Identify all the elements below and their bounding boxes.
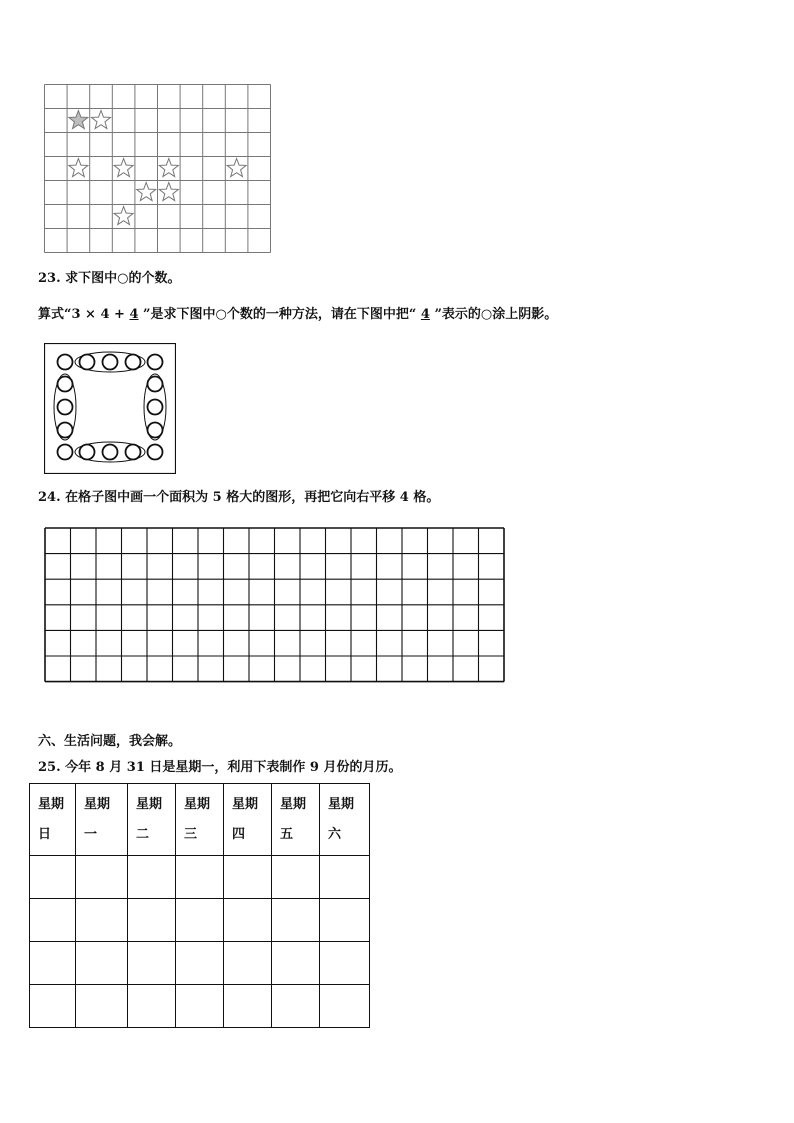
circle-diagram bbox=[44, 343, 176, 474]
header-bottom: 一 bbox=[84, 827, 98, 842]
header-bottom: 日 bbox=[38, 827, 52, 842]
circle[interactable] bbox=[126, 445, 141, 460]
question-25 bbox=[38, 760, 402, 776]
calendar-cell[interactable] bbox=[76, 985, 128, 1028]
weekday-header-wed bbox=[176, 784, 224, 856]
header-top: 星期 bbox=[232, 797, 259, 812]
star-icon bbox=[137, 183, 156, 201]
section-6-title: 六、生活问题，我会解。 bbox=[38, 734, 182, 749]
weekday-header-tue bbox=[128, 784, 176, 856]
circle[interactable] bbox=[148, 400, 163, 415]
question-23-title bbox=[38, 271, 181, 287]
header-bottom: 四 bbox=[232, 827, 246, 842]
circle[interactable] bbox=[126, 355, 141, 370]
circle[interactable] bbox=[148, 355, 163, 370]
question-text: 在格子图中画一个面积为 5 格大的图形，再把它向右平移 4 格。 bbox=[65, 490, 440, 505]
header-top: 星期 bbox=[280, 797, 307, 812]
circle[interactable] bbox=[103, 445, 118, 460]
star-icon bbox=[69, 111, 88, 129]
instruction-number-1: 4 bbox=[129, 307, 139, 322]
calendar-cell[interactable] bbox=[320, 942, 370, 985]
weekday-header-thu bbox=[224, 784, 272, 856]
header-top: 星期 bbox=[38, 797, 65, 812]
calendar-row bbox=[30, 899, 370, 942]
star-grid-figure bbox=[44, 84, 272, 256]
drawing-grid-figure bbox=[44, 527, 506, 683]
calendar-cell[interactable] bbox=[128, 985, 176, 1028]
calendar-cell[interactable] bbox=[128, 856, 176, 899]
header-top: 星期 bbox=[328, 797, 355, 812]
calendar-cell[interactable] bbox=[224, 899, 272, 942]
weekday-header-sun bbox=[30, 784, 76, 856]
calendar-cell[interactable] bbox=[224, 985, 272, 1028]
drawing-grid[interactable] bbox=[44, 527, 506, 683]
calendar-cell[interactable] bbox=[30, 985, 76, 1028]
header-bottom: 五 bbox=[280, 827, 294, 842]
circle[interactable] bbox=[58, 445, 73, 460]
circle[interactable] bbox=[58, 355, 73, 370]
calendar-cell[interactable] bbox=[320, 856, 370, 899]
calendar-cell[interactable] bbox=[320, 899, 370, 942]
circle[interactable] bbox=[58, 377, 73, 392]
star-icon bbox=[114, 207, 133, 225]
calendar-cell[interactable] bbox=[176, 856, 224, 899]
calendar-cell[interactable] bbox=[30, 899, 76, 942]
header-top: 星期 bbox=[84, 797, 111, 812]
header-bottom: 二 bbox=[136, 827, 150, 842]
question-23-instruction bbox=[38, 307, 557, 323]
circle[interactable] bbox=[103, 355, 118, 370]
calendar-cell[interactable] bbox=[76, 856, 128, 899]
header-bottom: 三 bbox=[184, 827, 198, 842]
circle[interactable] bbox=[148, 423, 163, 438]
star-icon bbox=[159, 183, 178, 201]
calendar-cell[interactable] bbox=[176, 942, 224, 985]
circle[interactable] bbox=[80, 445, 95, 460]
calendar-cell[interactable] bbox=[30, 942, 76, 985]
circle[interactable] bbox=[148, 377, 163, 392]
calendar-cell[interactable] bbox=[272, 985, 320, 1028]
calendar-cell[interactable] bbox=[272, 856, 320, 899]
calendar-cell[interactable] bbox=[272, 942, 320, 985]
calendar-row bbox=[30, 942, 370, 985]
figure-border bbox=[45, 344, 176, 474]
calendar-cell[interactable] bbox=[76, 942, 128, 985]
circle[interactable] bbox=[80, 355, 95, 370]
question-24 bbox=[38, 490, 439, 506]
star-icon bbox=[69, 159, 88, 177]
calendar-cell[interactable] bbox=[320, 985, 370, 1028]
question-text: 求下图中○的个数。 bbox=[65, 271, 181, 286]
circle[interactable] bbox=[148, 445, 163, 460]
star-icon bbox=[114, 159, 133, 177]
question-number: 25. bbox=[38, 760, 61, 775]
star-icon bbox=[159, 159, 178, 177]
calendar-cell[interactable] bbox=[224, 942, 272, 985]
circle[interactable] bbox=[58, 400, 73, 415]
calendar-cell[interactable] bbox=[272, 899, 320, 942]
header-bottom: 六 bbox=[328, 827, 342, 842]
star-icon bbox=[227, 159, 246, 177]
calendar-cell[interactable] bbox=[224, 856, 272, 899]
weekday-header-sat bbox=[320, 784, 370, 856]
calendar-row bbox=[30, 985, 370, 1028]
header-top: 星期 bbox=[184, 797, 211, 812]
calendar-table bbox=[29, 783, 370, 1028]
calendar-cell[interactable] bbox=[176, 899, 224, 942]
instruction-middle: ”是求下图中○个数的一种方法，请在下图中把“ bbox=[138, 307, 421, 322]
calendar-cell[interactable] bbox=[76, 899, 128, 942]
calendar-header-row bbox=[30, 784, 370, 856]
weekday-header-mon bbox=[76, 784, 128, 856]
question-number: 24. bbox=[38, 490, 61, 505]
calendar-cell[interactable] bbox=[128, 942, 176, 985]
circle-figure bbox=[44, 343, 176, 474]
circle[interactable] bbox=[58, 423, 73, 438]
instruction-suffix: ”表示的○涂上阴影。 bbox=[429, 307, 558, 322]
header-top: 星期 bbox=[136, 797, 163, 812]
star-icon bbox=[91, 111, 110, 129]
question-number: 23. bbox=[38, 271, 61, 286]
star-grid bbox=[44, 84, 272, 256]
calendar-cell[interactable] bbox=[128, 899, 176, 942]
calendar-row bbox=[30, 856, 370, 899]
weekday-header-fri bbox=[272, 784, 320, 856]
calendar-cell[interactable] bbox=[176, 985, 224, 1028]
instruction-prefix: 算式“3 × 4 + bbox=[38, 307, 130, 322]
calendar-cell[interactable] bbox=[30, 856, 76, 899]
instruction-number-2: 4 bbox=[420, 307, 430, 322]
question-text: 今年 8 月 31 日是星期一，利用下表制作 9 月份的月历。 bbox=[65, 760, 402, 775]
